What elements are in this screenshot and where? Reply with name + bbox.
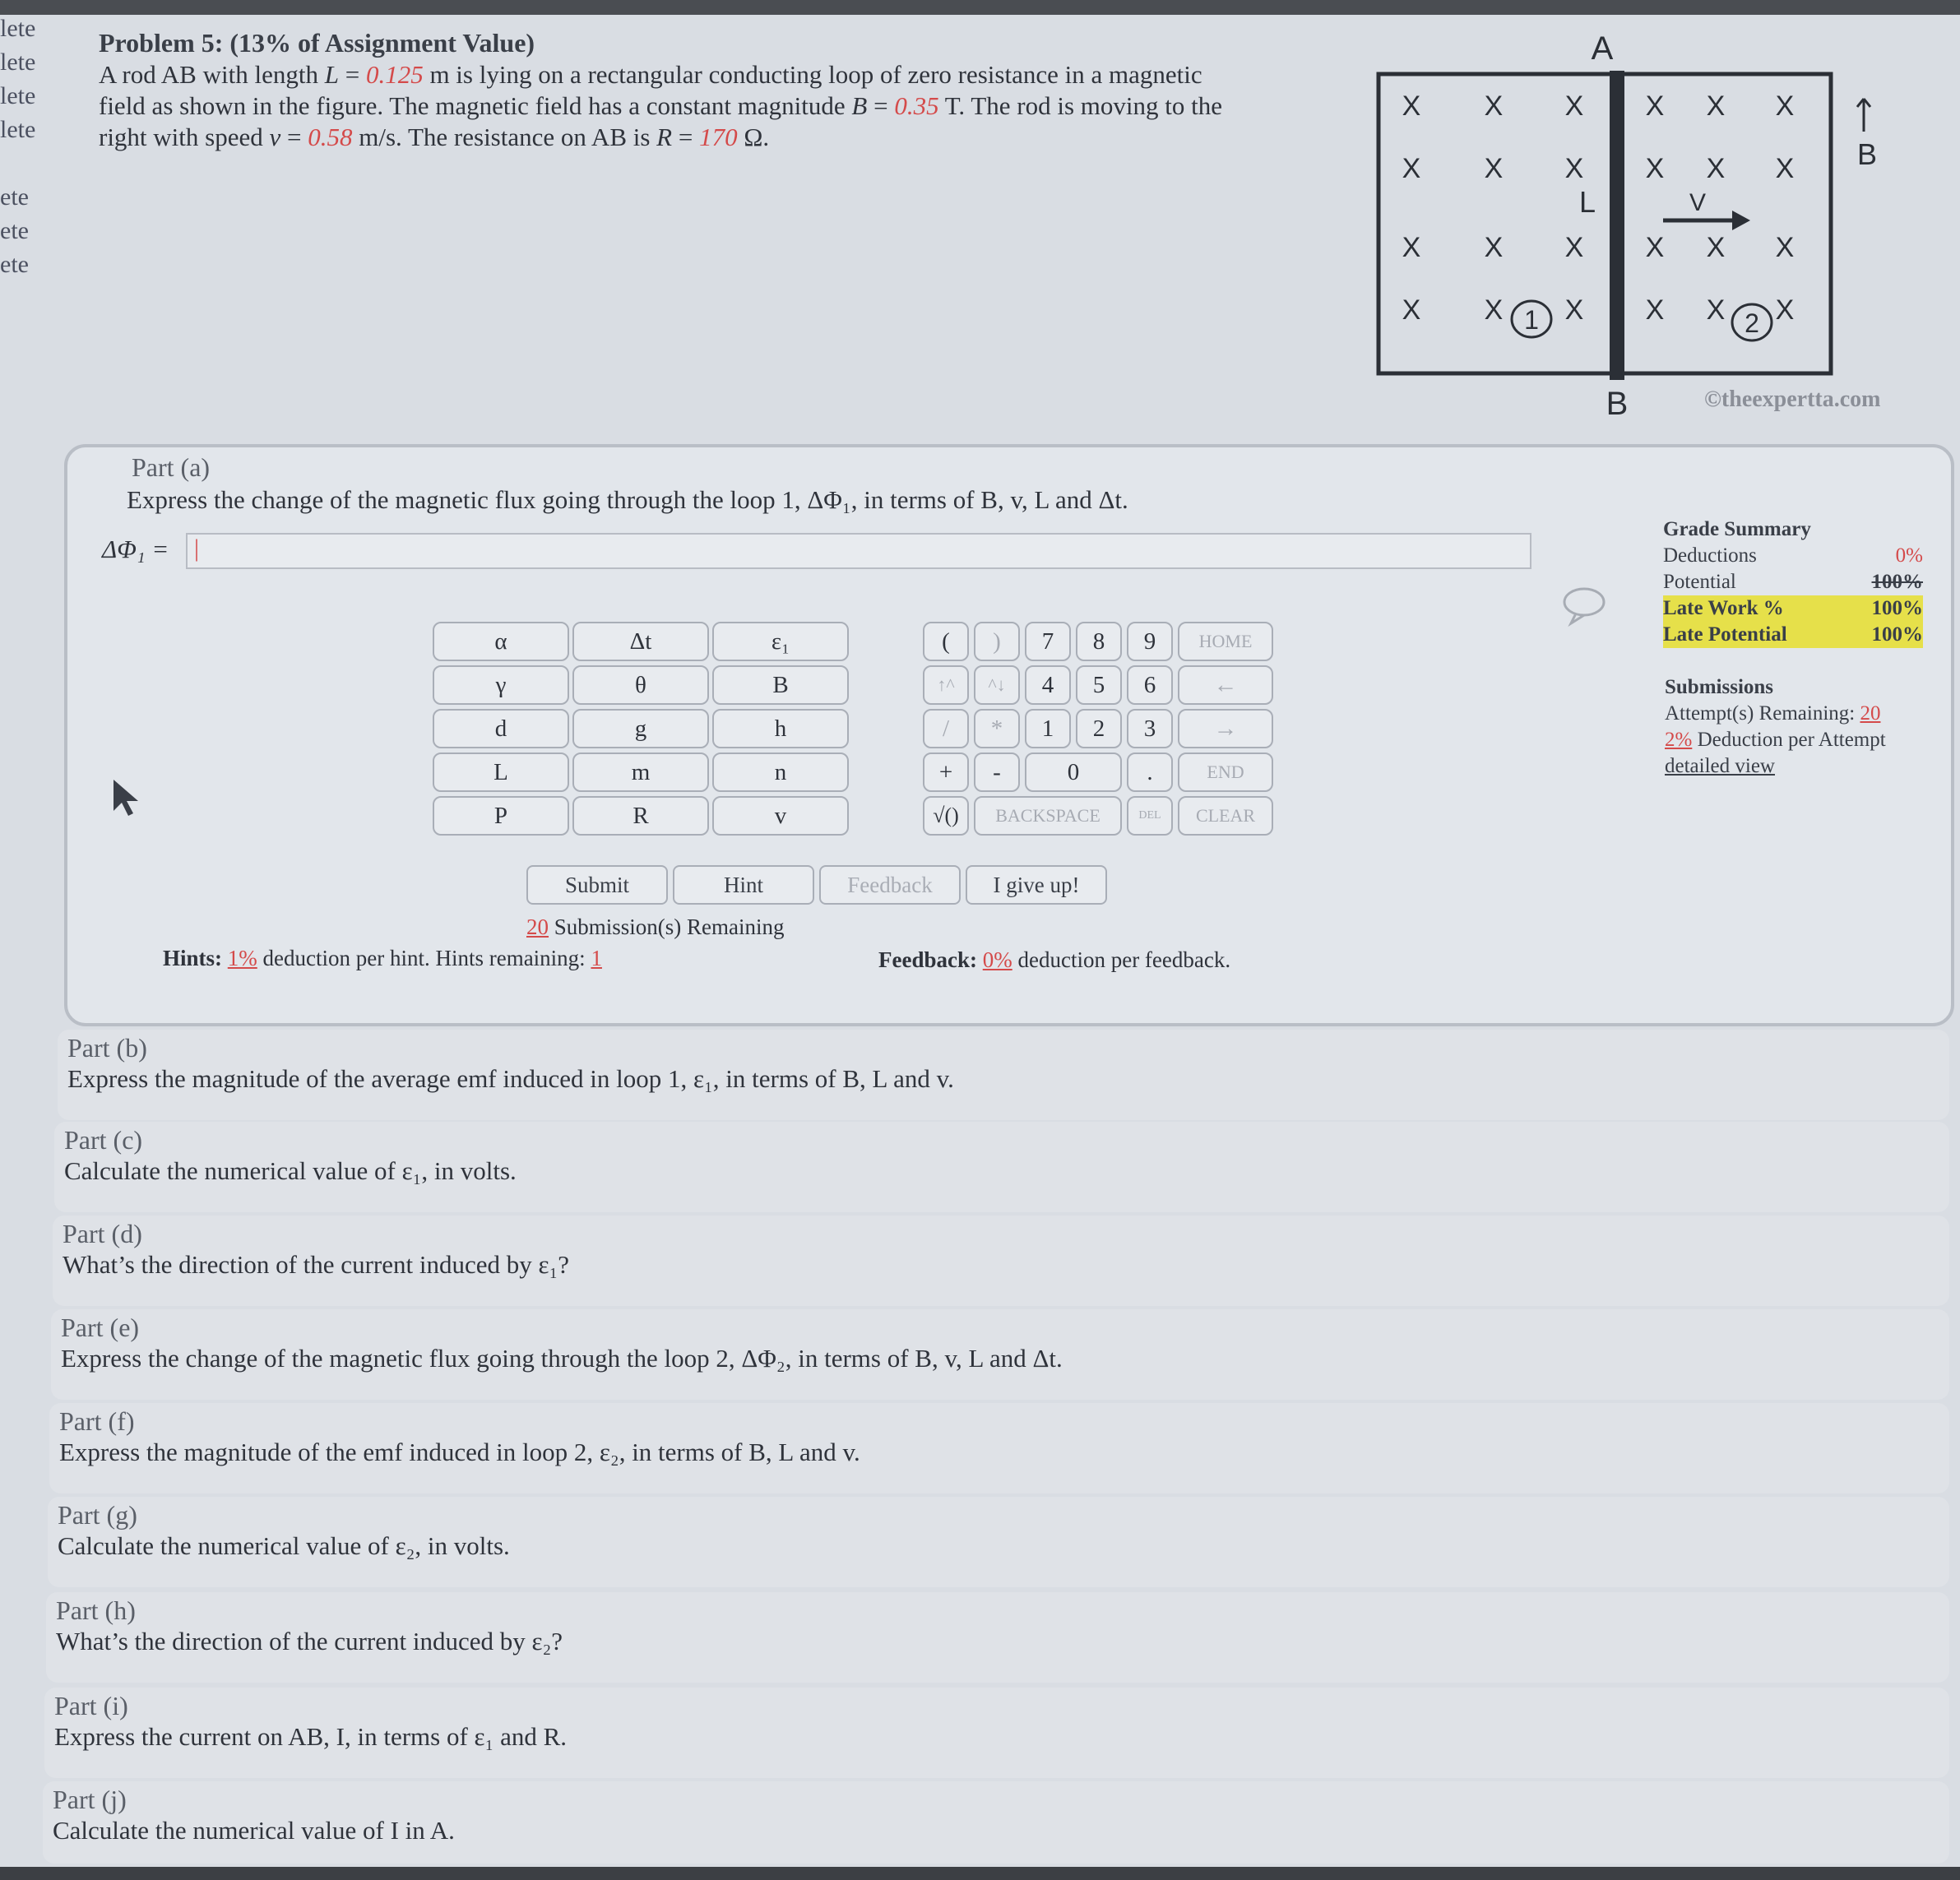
svg-text:X: X <box>1484 153 1504 184</box>
svg-text:X: X <box>1564 294 1584 326</box>
part-question: What’s the direction of the current induced by ε₂? <box>56 1627 563 1655</box>
grade-summary-title: Grade Summary <box>1663 518 1811 540</box>
problem-figure <box>1365 25 1941 422</box>
svg-text:X: X <box>1484 294 1504 326</box>
attempts-label: Attempt(s) Remaining: <box>1665 702 1860 725</box>
part-question: Calculate the numerical value of I in A. <box>53 1816 455 1845</box>
key-v[interactable]: v <box>712 796 849 836</box>
velocity-arrow-head <box>1732 211 1750 230</box>
part-j[interactable] <box>43 1781 1949 1864</box>
figure-credit: ©theexpertta.com <box>1704 387 1881 412</box>
left-nav-item[interactable]: lete <box>0 116 36 143</box>
hints-info <box>163 946 602 971</box>
grade-row-late-work <box>1663 595 1923 622</box>
key-g[interactable]: g <box>572 709 709 748</box>
feedback-text: deduction per feedback. <box>1012 947 1231 972</box>
key-plus[interactable]: + <box>923 752 969 792</box>
submissions-remaining <box>526 915 785 940</box>
left-nav-item <box>0 146 49 180</box>
part-c[interactable] <box>54 1122 1949 1212</box>
part-heading: Part (f) <box>59 1406 135 1436</box>
svg-text:X: X <box>1402 294 1421 326</box>
grade-row-value: 100% <box>1871 623 1923 646</box>
key-theta[interactable]: θ <box>572 665 709 705</box>
key-home[interactable]: HOME <box>1178 622 1273 661</box>
grade-row-label: Late Potential <box>1663 623 1787 646</box>
part-g[interactable] <box>48 1497 1949 1587</box>
hints-label: Hints: <box>163 946 223 970</box>
part-question: Calculate the numerical value of ε₁, in volts. <box>64 1156 517 1185</box>
problem-text-part: right with speed <box>99 123 270 151</box>
label-l: L <box>1578 185 1596 219</box>
give-up-button[interactable]: I give up! <box>966 865 1107 905</box>
symbol-R: R <box>656 123 673 151</box>
key-decimal[interactable]: . <box>1127 752 1173 792</box>
part-heading: Part (c) <box>64 1125 143 1155</box>
label-a: A <box>1591 30 1614 67</box>
svg-text:X: X <box>1402 232 1421 263</box>
attempt-deduction-text: Deduction per Attempt <box>1692 729 1886 751</box>
key-m[interactable]: m <box>572 752 709 792</box>
key-sqrt[interactable]: √() <box>923 796 969 836</box>
key-4[interactable]: 4 <box>1025 665 1071 705</box>
key-5[interactable]: 5 <box>1076 665 1122 705</box>
key-subscript[interactable]: ^↓ <box>974 665 1020 705</box>
problem-text: A rod AB with length L = 0.125 m is lying on a rectangular conducting loop of zero resistance in a magnetic field as shown in the figure. The magnetic field has a constant magnitude B = 0.35 T. The rod is moving to the right with speed v = 0.58 m/s. The resistance on AB is R = 170 Ω. <box>99 60 1222 151</box>
left-nav-item[interactable]: ete <box>0 251 29 278</box>
symbol-v: v <box>269 123 281 151</box>
window-top-bar <box>0 0 1960 15</box>
loop-1-label: 1 <box>1524 305 1539 335</box>
part-h[interactable] <box>46 1592 1949 1683</box>
part-heading: Part (e) <box>61 1313 140 1342</box>
grade-summary <box>1663 516 1923 648</box>
key-h[interactable]: h <box>712 709 849 748</box>
part-f[interactable] <box>49 1403 1949 1493</box>
problem-text-part: m/s. The resistance on AB is <box>352 123 657 151</box>
grade-row-label: Potential <box>1663 571 1736 593</box>
problem-text-part: T. The rod is moving to the <box>938 91 1222 120</box>
submissions-title: Submissions <box>1665 676 1774 698</box>
svg-text:X: X <box>1402 90 1421 122</box>
svg-text:X: X <box>1775 153 1795 184</box>
equation-keypad <box>433 622 1256 836</box>
key-p[interactable]: P <box>433 796 569 836</box>
key-3[interactable]: 3 <box>1127 709 1173 748</box>
key-epsilon-1[interactable]: ε₁ <box>712 622 849 661</box>
left-nav-item[interactable]: lete <box>0 15 36 42</box>
feedback-button[interactable]: Feedback <box>819 865 961 905</box>
part-i[interactable] <box>44 1688 1949 1778</box>
part-b[interactable] <box>58 1030 1949 1120</box>
feedback-label: Feedback: <box>878 947 977 972</box>
part-question: Express the magnitude of the average emf induced in loop 1, ε₁, in terms of B, L and v. <box>67 1064 954 1093</box>
key-open-paren[interactable]: ( <box>923 622 969 661</box>
hint-button[interactable]: Hint <box>673 865 814 905</box>
svg-text:X: X <box>1775 90 1795 122</box>
key-left-arrow[interactable]: ← <box>1178 665 1273 705</box>
part-d[interactable] <box>53 1216 1949 1306</box>
resistance-value: 170 <box>699 123 738 151</box>
submissions-summary <box>1665 674 1928 780</box>
attempts-remaining <box>1665 701 1928 727</box>
grade-row-value: 0% <box>1895 544 1923 567</box>
key-close-paren[interactable]: ) <box>974 622 1020 661</box>
attempts-value: 20 <box>1860 702 1881 725</box>
part-heading: Part (b) <box>67 1033 147 1063</box>
left-nav-item[interactable]: lete <box>0 49 36 76</box>
mouse-cursor-icon <box>110 778 143 819</box>
label-v: V <box>1689 189 1707 216</box>
attempt-deduction-pct: 2% <box>1665 729 1693 751</box>
key-0[interactable]: 0 <box>1025 752 1122 792</box>
part-heading: Part (d) <box>63 1219 142 1248</box>
svg-text:X: X <box>1706 153 1726 184</box>
label-b: B <box>1606 386 1629 422</box>
problem-title: Problem 5: (13% of Assignment Value) <box>99 28 535 58</box>
key-alpha[interactable]: α <box>433 622 569 661</box>
grade-row-potential <box>1663 569 1923 595</box>
key-backspace[interactable]: BACKSPACE <box>974 796 1122 836</box>
symbol-L: L <box>324 60 339 89</box>
key-d[interactable]: d <box>433 709 569 748</box>
key-minus[interactable]: - <box>974 752 1020 792</box>
part-question: Express the magnitude of the emf induced in loop 2, ε₂, in terms of B, L and v. <box>59 1438 860 1466</box>
svg-text:X: X <box>1402 153 1421 184</box>
grade-row-label: Late Work % <box>1663 597 1784 619</box>
key-b[interactable]: B <box>712 665 849 705</box>
problem-statement <box>99 26 1300 153</box>
part-heading: Part (h) <box>56 1595 136 1625</box>
svg-text:X: X <box>1706 90 1726 122</box>
key-6[interactable]: 6 <box>1127 665 1173 705</box>
part-heading: Part (g) <box>58 1500 137 1530</box>
problem-text-part: m is lying on a rectangular conducting loop of zero resistance in a magnetic <box>423 60 1202 89</box>
field-value: 0.35 <box>894 91 939 120</box>
answer-input[interactable]: | <box>186 533 1531 569</box>
svg-text:X: X <box>1775 232 1795 263</box>
key-delta-t[interactable]: Δt <box>572 622 709 661</box>
field-label-b: B <box>1857 137 1878 171</box>
svg-text:X: X <box>1484 90 1504 122</box>
key-8[interactable]: 8 <box>1076 622 1122 661</box>
svg-text:X: X <box>1484 232 1504 263</box>
answer-label: ΔΦ₁ = <box>102 535 169 563</box>
submissions-remaining-text: Submission(s) Remaining <box>549 915 785 939</box>
key-n[interactable]: n <box>712 752 849 792</box>
part-heading: Part (j) <box>53 1785 127 1814</box>
svg-text:X: X <box>1775 294 1795 326</box>
left-nav-item[interactable]: lete <box>0 82 36 109</box>
part-a-heading: Part (a) <box>132 452 211 482</box>
key-right-arrow[interactable]: → <box>1178 709 1273 748</box>
svg-text:X: X <box>1706 232 1726 263</box>
symbol-B: B <box>851 91 868 120</box>
grade-row-value: 100% <box>1871 597 1923 619</box>
problem-text-part: A rod AB with length <box>99 60 325 89</box>
key-1[interactable]: 1 <box>1025 709 1071 748</box>
speed-value: 0.58 <box>308 123 353 151</box>
submissions-count: 20 <box>526 915 549 939</box>
part-question: Express the change of the magnetic flux going through the loop 2, ΔΦ₂, in terms of B, v, L and Δt. <box>61 1344 1063 1373</box>
detailed-view-link[interactable]: detailed view <box>1665 755 1775 777</box>
grade-row-label: Deductions <box>1663 544 1757 567</box>
left-nav-item[interactable]: ete <box>0 217 29 244</box>
svg-text:X: X <box>1645 232 1665 263</box>
svg-text:X: X <box>1706 294 1726 326</box>
grade-row-deductions <box>1663 543 1923 569</box>
key-superscript[interactable]: ↑^ <box>923 665 969 705</box>
key-divide[interactable]: / <box>923 709 969 748</box>
key-2[interactable]: 2 <box>1076 709 1122 748</box>
feedback-info <box>878 947 1230 973</box>
chat-bubble-icon[interactable] <box>1561 584 1610 625</box>
left-nav-list <box>0 12 49 281</box>
svg-text:X: X <box>1645 294 1665 326</box>
part-heading: Part (i) <box>54 1691 128 1720</box>
feedback-deduction: 0% <box>982 947 1012 972</box>
svg-text:X: X <box>1645 90 1665 122</box>
length-value: 0.125 <box>365 60 424 89</box>
part-question: Express the current on AB, I, in terms of ε₁ and R. <box>54 1722 568 1751</box>
key-clear[interactable]: CLEAR <box>1178 796 1273 836</box>
part-e[interactable] <box>51 1309 1949 1400</box>
svg-text:X: X <box>1645 153 1665 184</box>
grade-row-value: 100% <box>1871 571 1923 593</box>
key-9[interactable]: 9 <box>1127 622 1173 661</box>
left-nav-item[interactable]: ete <box>0 183 29 211</box>
key-del[interactable]: DEL <box>1127 796 1173 836</box>
part-question: What’s the direction of the current induced by ε₁? <box>63 1250 570 1279</box>
key-multiply[interactable]: * <box>974 709 1020 748</box>
submit-button[interactable]: Submit <box>526 865 668 905</box>
key-7[interactable]: 7 <box>1025 622 1071 661</box>
key-r[interactable]: R <box>572 796 709 836</box>
hints-remaining: 1 <box>591 946 602 970</box>
rod-ab <box>1610 71 1624 380</box>
svg-text:X: X <box>1564 232 1584 263</box>
attempt-deduction <box>1665 727 1928 753</box>
field-markers <box>1402 90 1795 326</box>
hints-text: deduction per hint. Hints remaining: <box>257 946 591 970</box>
key-l[interactable]: L <box>433 752 569 792</box>
loop-2-label: 2 <box>1745 308 1759 338</box>
part-question: Calculate the numerical value of ε₂, in volts. <box>58 1531 510 1560</box>
part-a-question: Express the change of the magnetic flux going through the loop 1, ΔΦ₁, in terms of B, v, L and Δt. <box>127 485 1128 514</box>
problem-text-part: Ω. <box>737 123 770 151</box>
problem-text-part: field as shown in the figure. The magnetic field has a constant magnitude <box>99 91 852 120</box>
window-bottom-bar <box>0 1867 1960 1880</box>
key-gamma[interactable]: γ <box>433 665 569 705</box>
svg-text:X: X <box>1564 90 1584 122</box>
svg-text:X: X <box>1564 153 1584 184</box>
hints-deduction: 1% <box>227 946 257 970</box>
grade-row-late-potential <box>1663 622 1923 648</box>
key-end[interactable]: END <box>1178 752 1273 792</box>
